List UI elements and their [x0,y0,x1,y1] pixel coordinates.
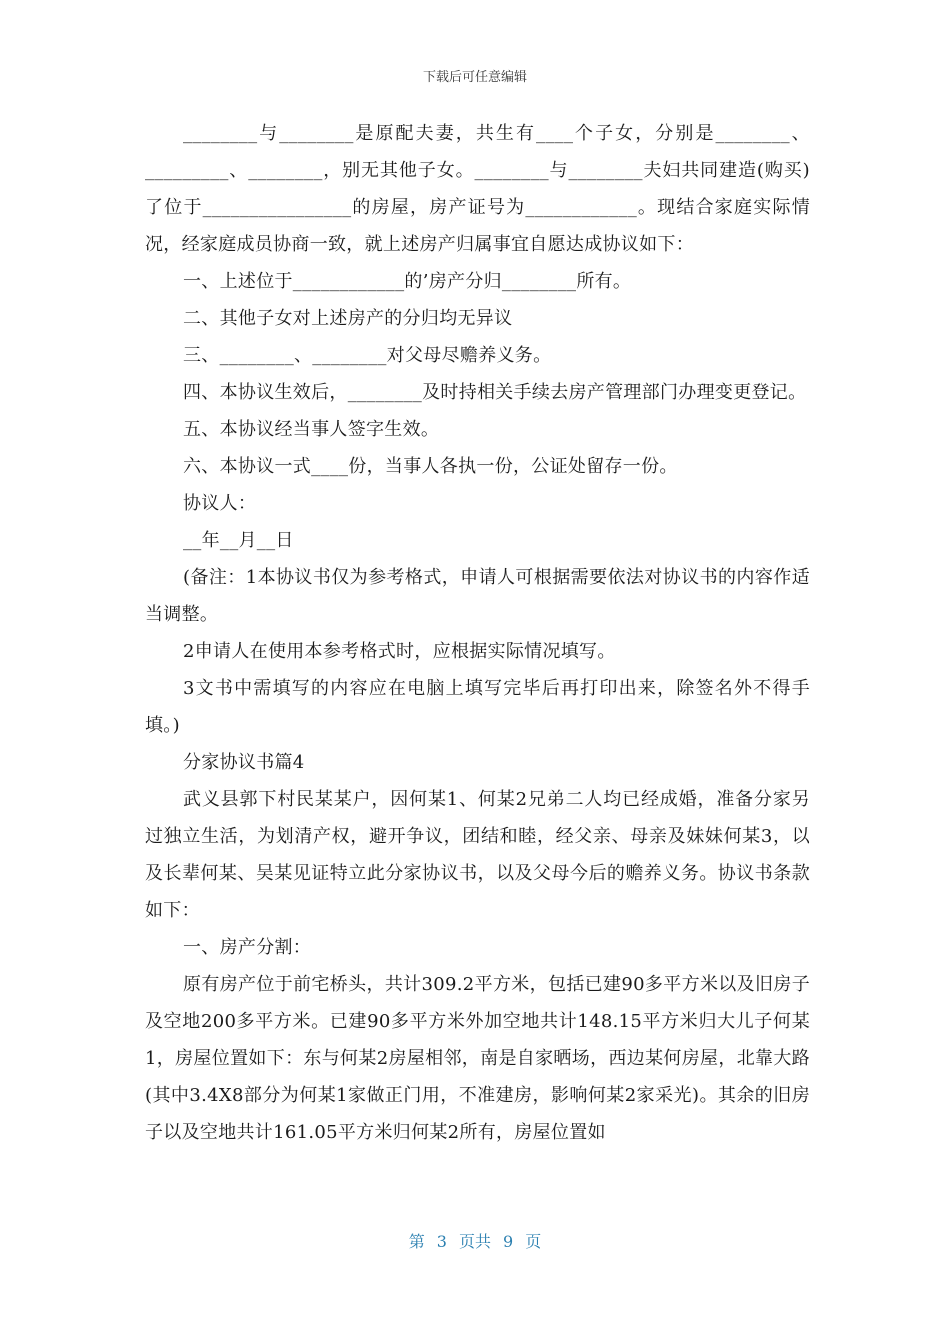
paragraph: ________与________是原配夫妻，共生有____个子女，分别是________、_________、________，别无其他子女。________与________夫妇共同建造(购买)了位于________________的房屋，房产证号为____________。现结合家庭实际情况，经家庭成员协商一致，就上述房产归属事宜自愿达成协议如下： [145,123,810,255]
paragraph: 六、本协议一式____份，当事人各执一份，公证处留存一份。 [183,456,678,477]
paragraph: 四、本协议生效后，________及时持相关手续去房产管理部门办理变更登记。 [183,382,807,403]
paragraph: 武义县郭下村民某某户，因何某1、何某2兄弟二人均已经成婚，准备分家另过独立生活，为划清产权，避开争议，团结和睦，经父亲、母亲及妹妹何某3，以及长辈何某、吴某见证特立此分家协议书，以及父母今后的赡养义务。协议书条款如下： [145,789,810,921]
paragraph: __年__月__日 [183,530,294,551]
footer-page-end: 页 [525,1232,542,1251]
page-header-note: 下载后可任意编辑 [422,70,527,85]
paragraph: 一、房产分割： [183,937,312,958]
paragraph: 协议人： [183,493,257,514]
paragraph: 三、________、________对父母尽赡养义务。 [183,345,552,366]
paragraph: (备注：1本协议书仅为参考格式，申请人可根据需要依法对协议书的内容作适当调整。 [145,567,810,625]
paragraph: 二、其他子女对上述房产的分归均无异议 [183,308,513,329]
footer-page-label: 第 [408,1232,425,1251]
page-footer [0,1229,950,1252]
footer-page-total: 9 [503,1232,514,1251]
footer-page-current: 3 [436,1232,447,1251]
paragraph: 一、上述位于____________的’房产分归________所有。 [183,271,632,292]
footer-page-mid: 页共 [458,1232,491,1251]
paragraph: 五、本协议经当事人签字生效。 [183,419,440,440]
section-heading: 分家协议书篇4 [183,752,305,773]
paragraph: 原有房产位于前宅桥头，共计309.2平方米，包括已建90多平方米以及旧房子及空地200多平方米。已建90多平方米外加空地共计148.15平方米归大儿子何某1，房屋位置如下：东与何某2房屋相邻，南是自家晒场，西边某何房屋，北靠大路(其中3.4X8部分为何某1家做正门用，不准建房，影响何某2家采光)。其余的旧房子以及空地共计161.05平方米归何某2所有，房屋位置如 [145,974,810,1143]
paragraph: 3文书中需填写的内容应在电脑上填写完毕后再打印出来，除签名外不得手填。) [145,678,810,736]
paragraph: 2申请人在使用本参考格式时，应根据实际情况填写。 [183,641,616,662]
document-body [145,115,810,1151]
